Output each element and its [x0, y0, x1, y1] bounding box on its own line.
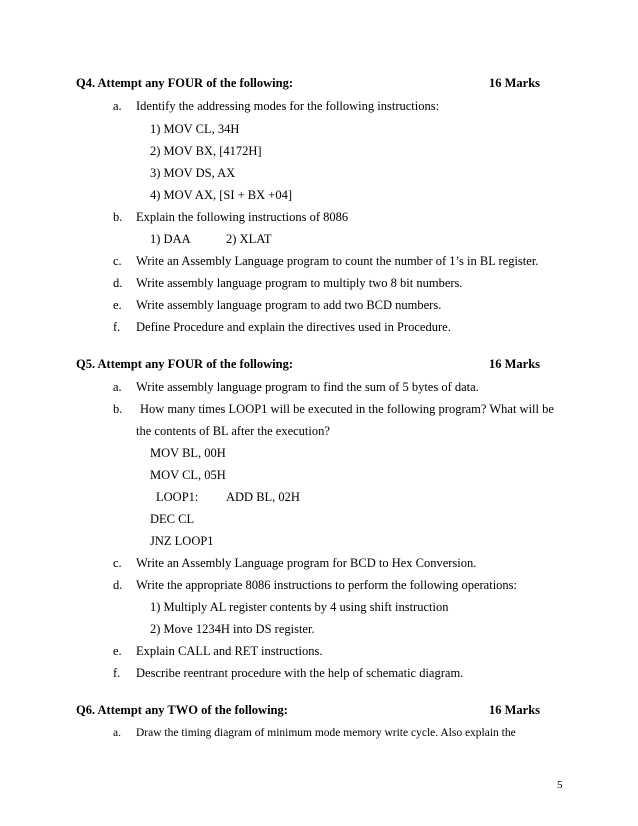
- q4-item-a-label: a.: [113, 99, 122, 113]
- q4-item-e-label: e.: [113, 298, 122, 312]
- q5-code-line-5: JNZ LOOP1: [150, 534, 214, 548]
- q5-item-a-text: Write assembly language program to find the sum of 5 bytes of data.: [136, 380, 479, 394]
- q4-item-a-sub-3: 3) MOV DS, AX: [150, 166, 236, 180]
- q6-item-a-text: Draw the timing diagram of minimum mode memory write cycle. Also explain the: [136, 727, 516, 739]
- q4-item-d-label: d.: [113, 276, 123, 290]
- q5-heading: Q5. Attempt any FOUR of the following:: [76, 357, 293, 371]
- q4-item-e-text: Write assembly language program to add two BCD numbers.: [136, 298, 442, 312]
- q6-heading: Q6. Attempt any TWO of the following:: [76, 703, 288, 717]
- q5-code-line-4: DEC CL: [150, 512, 195, 526]
- q4-item-b-text: Explain the following instructions of 8086: [136, 210, 349, 224]
- q5-item-d-text: Write the appropriate 8086 instructions to perform the following operations:: [136, 578, 517, 592]
- q5-item-e-text: Explain CALL and RET instructions.: [136, 644, 323, 658]
- q5-code-line-3: ADD BL, 02H: [226, 490, 300, 504]
- q4-item-a-sub-4: 4) MOV AX, [SI + BX +04]: [150, 188, 292, 202]
- q4-heading: Q4. Attempt any FOUR of the following:: [76, 76, 293, 90]
- q5-marks: 16 Marks: [489, 357, 541, 371]
- q5-item-b-label: b.: [113, 402, 123, 416]
- q6-marks: 16 Marks: [489, 703, 541, 717]
- q6-item-a-label: a.: [113, 727, 121, 739]
- q5-code-line-1: MOV BL, 00H: [150, 446, 226, 460]
- q5-item-e-label: e.: [113, 644, 122, 658]
- q4-item-a-sub-2: 2) MOV BX, [4172H]: [150, 144, 262, 158]
- q4-item-b-sub-1: 1) DAA: [150, 232, 191, 246]
- q4-item-f-text: Define Procedure and explain the directives used in Procedure.: [136, 320, 451, 334]
- q4-item-a-sub-1: 1) MOV CL, 34H: [150, 122, 240, 136]
- q5-item-d-label: d.: [113, 578, 123, 592]
- q4-item-b-label: b.: [113, 210, 123, 224]
- q4-item-c-text: Write an Assembly Language program to count the number of 1’s in BL register.: [136, 254, 539, 268]
- q5-item-f-label: f.: [113, 666, 121, 680]
- q4-item-d-text: Write assembly language program to multiply two 8 bit numbers.: [136, 276, 463, 290]
- q5-item-b-continued: the contents of BL after the execution?: [136, 424, 330, 438]
- q5-item-a-label: a.: [113, 380, 122, 394]
- q5-item-f-text: Describe reentrant procedure with the help of schematic diagram.: [136, 666, 464, 680]
- q4-item-c-label: c.: [113, 254, 122, 268]
- q5-item-c-label: c.: [113, 556, 122, 570]
- q5-code-line-2: MOV CL, 05H: [150, 468, 226, 482]
- q4-marks: 16 Marks: [489, 76, 541, 90]
- q5-item-c-text: Write an Assembly Language program for BCD to Hex Conversion.: [136, 556, 477, 570]
- q5-item-b-text: How many times LOOP1 will be executed in the following program? What will be: [140, 402, 554, 416]
- q5-item-d-sub-2: 2) Move 1234H into DS register.: [150, 622, 315, 636]
- q4-item-f-label: f.: [113, 320, 121, 334]
- q4-item-a-text: Identify the addressing modes for the following instructions:: [136, 99, 440, 113]
- page-number: 5: [557, 779, 563, 791]
- q5-code-loop-label: LOOP1:: [156, 490, 199, 504]
- q5-item-d-sub-1: 1) Multiply AL register contents by 4 using shift instruction: [150, 600, 449, 614]
- q4-item-b-sub-2: 2) XLAT: [226, 232, 272, 246]
